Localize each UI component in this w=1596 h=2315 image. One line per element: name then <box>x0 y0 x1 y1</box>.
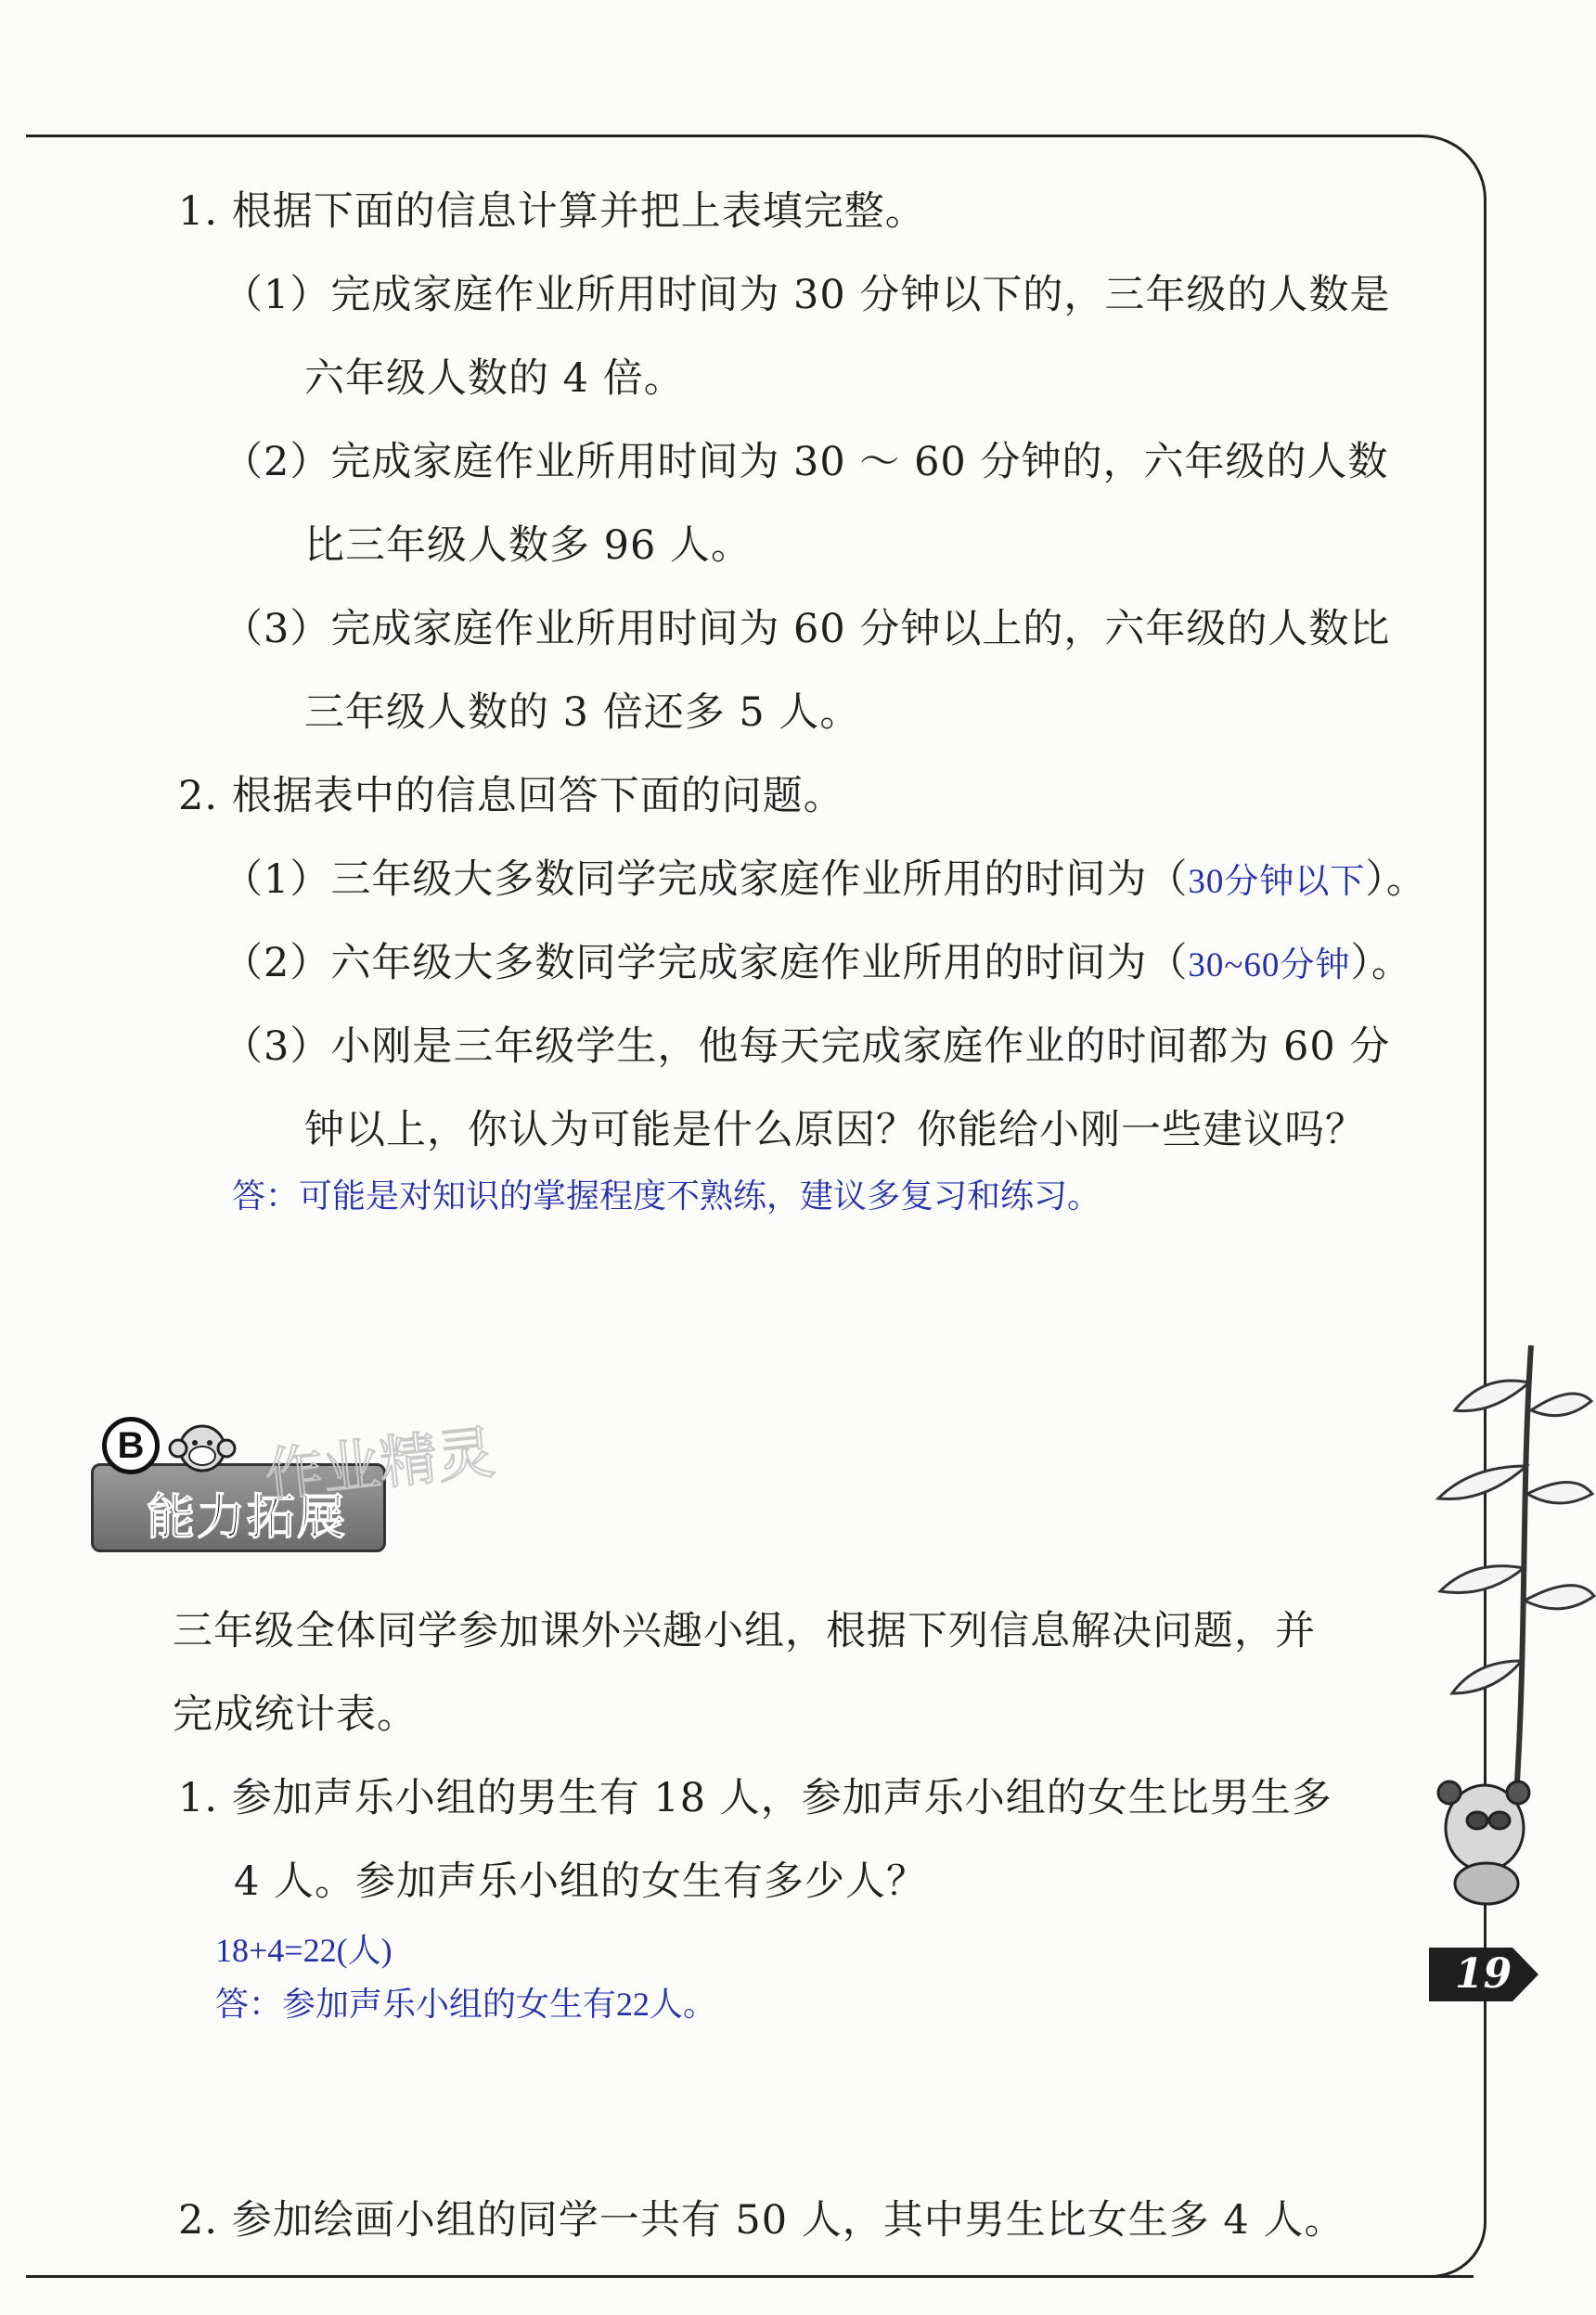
q2-item3-answer: 答：可能是对知识的掌握程度不熟练，建议多复习和练习。 <box>232 1177 1101 1215</box>
q1-item3-line2: 三年级人数的 3 倍还多 5 人。 <box>304 689 861 736</box>
q1-title: 1. 根据下面的信息计算并把上表填完整。 <box>178 188 926 235</box>
b-intro-line1: 三年级全体同学参加课外兴趣小组，根据下列信息解决问题，并 <box>173 1608 1316 1654</box>
q2-item1-prefix: （1）三年级大多数同学完成家庭作业所用的时间为（ <box>223 856 1189 903</box>
b-q1-answer-text: 答：参加声乐小组的女生有22人。 <box>215 1986 717 2023</box>
monkey-icon <box>165 1415 239 1480</box>
section-badge: B <box>102 1417 160 1474</box>
bamboo-bear-decoration-icon <box>1420 1345 1596 1921</box>
b-q1-answer-calc: 18+4=22(人) <box>215 1932 393 1969</box>
q2-item2-prefix: （2）六年级大多数同学完成家庭作业所用的时间为（ <box>223 940 1189 986</box>
q2-item1-suffix: ）。 <box>1365 856 1427 903</box>
bottom-rule <box>26 2275 1474 2278</box>
b-q1-line1: 1. 参加声乐小组的男生有 18 人，参加声乐小组的女生比男生多 <box>178 1775 1332 1821</box>
q2-item2 <box>223 937 1412 992</box>
q1-item2-line2: 比三年级人数多 96 人。 <box>304 522 753 569</box>
q2-item1-answer: 30分钟以下 <box>1188 863 1366 901</box>
q1-item2-line1: （2）完成家庭作业所用时间为 30 ～ 60 分钟的，六年级的人数 <box>223 439 1389 485</box>
q2-item2-suffix: ）。 <box>1350 940 1412 986</box>
watermark: 作业精灵 <box>262 1418 498 1510</box>
section-b-title: 能力拓展 <box>147 1490 348 1546</box>
q2-title: 2. 根据表中的信息回答下面的问题。 <box>178 773 844 819</box>
q1-item3-line1: （3）完成家庭作业所用时间为 60 分钟以上的，六年级的人数比 <box>223 606 1391 652</box>
page-number: 19 <box>1455 1950 1512 1998</box>
q2-item1 <box>223 854 1427 908</box>
q1-item1-line1: （1）完成家庭作业所用时间为 30 分钟以下的，三年级的人数是 <box>223 272 1391 318</box>
q2-item2-answer: 30~60分钟 <box>1188 946 1351 984</box>
q1-item1-line2: 六年级人数的 4 倍。 <box>304 355 685 402</box>
b-q1-line2: 4 人。参加声乐小组的女生有多少人？ <box>234 1858 928 1905</box>
b-q2-line1: 2. 参加绘画小组的同学一共有 50 人，其中男生比女生多 4 人。 <box>178 2197 1345 2244</box>
b-intro-line2: 完成统计表。 <box>173 1691 418 1738</box>
q2-item3-line1: （3）小刚是三年级学生，他每天完成家庭作业的时间都为 60 分 <box>223 1023 1391 1070</box>
q2-item3-line2: 钟以上，你认为可能是什么原因？你能给小刚一些建议吗？ <box>304 1107 1366 1153</box>
